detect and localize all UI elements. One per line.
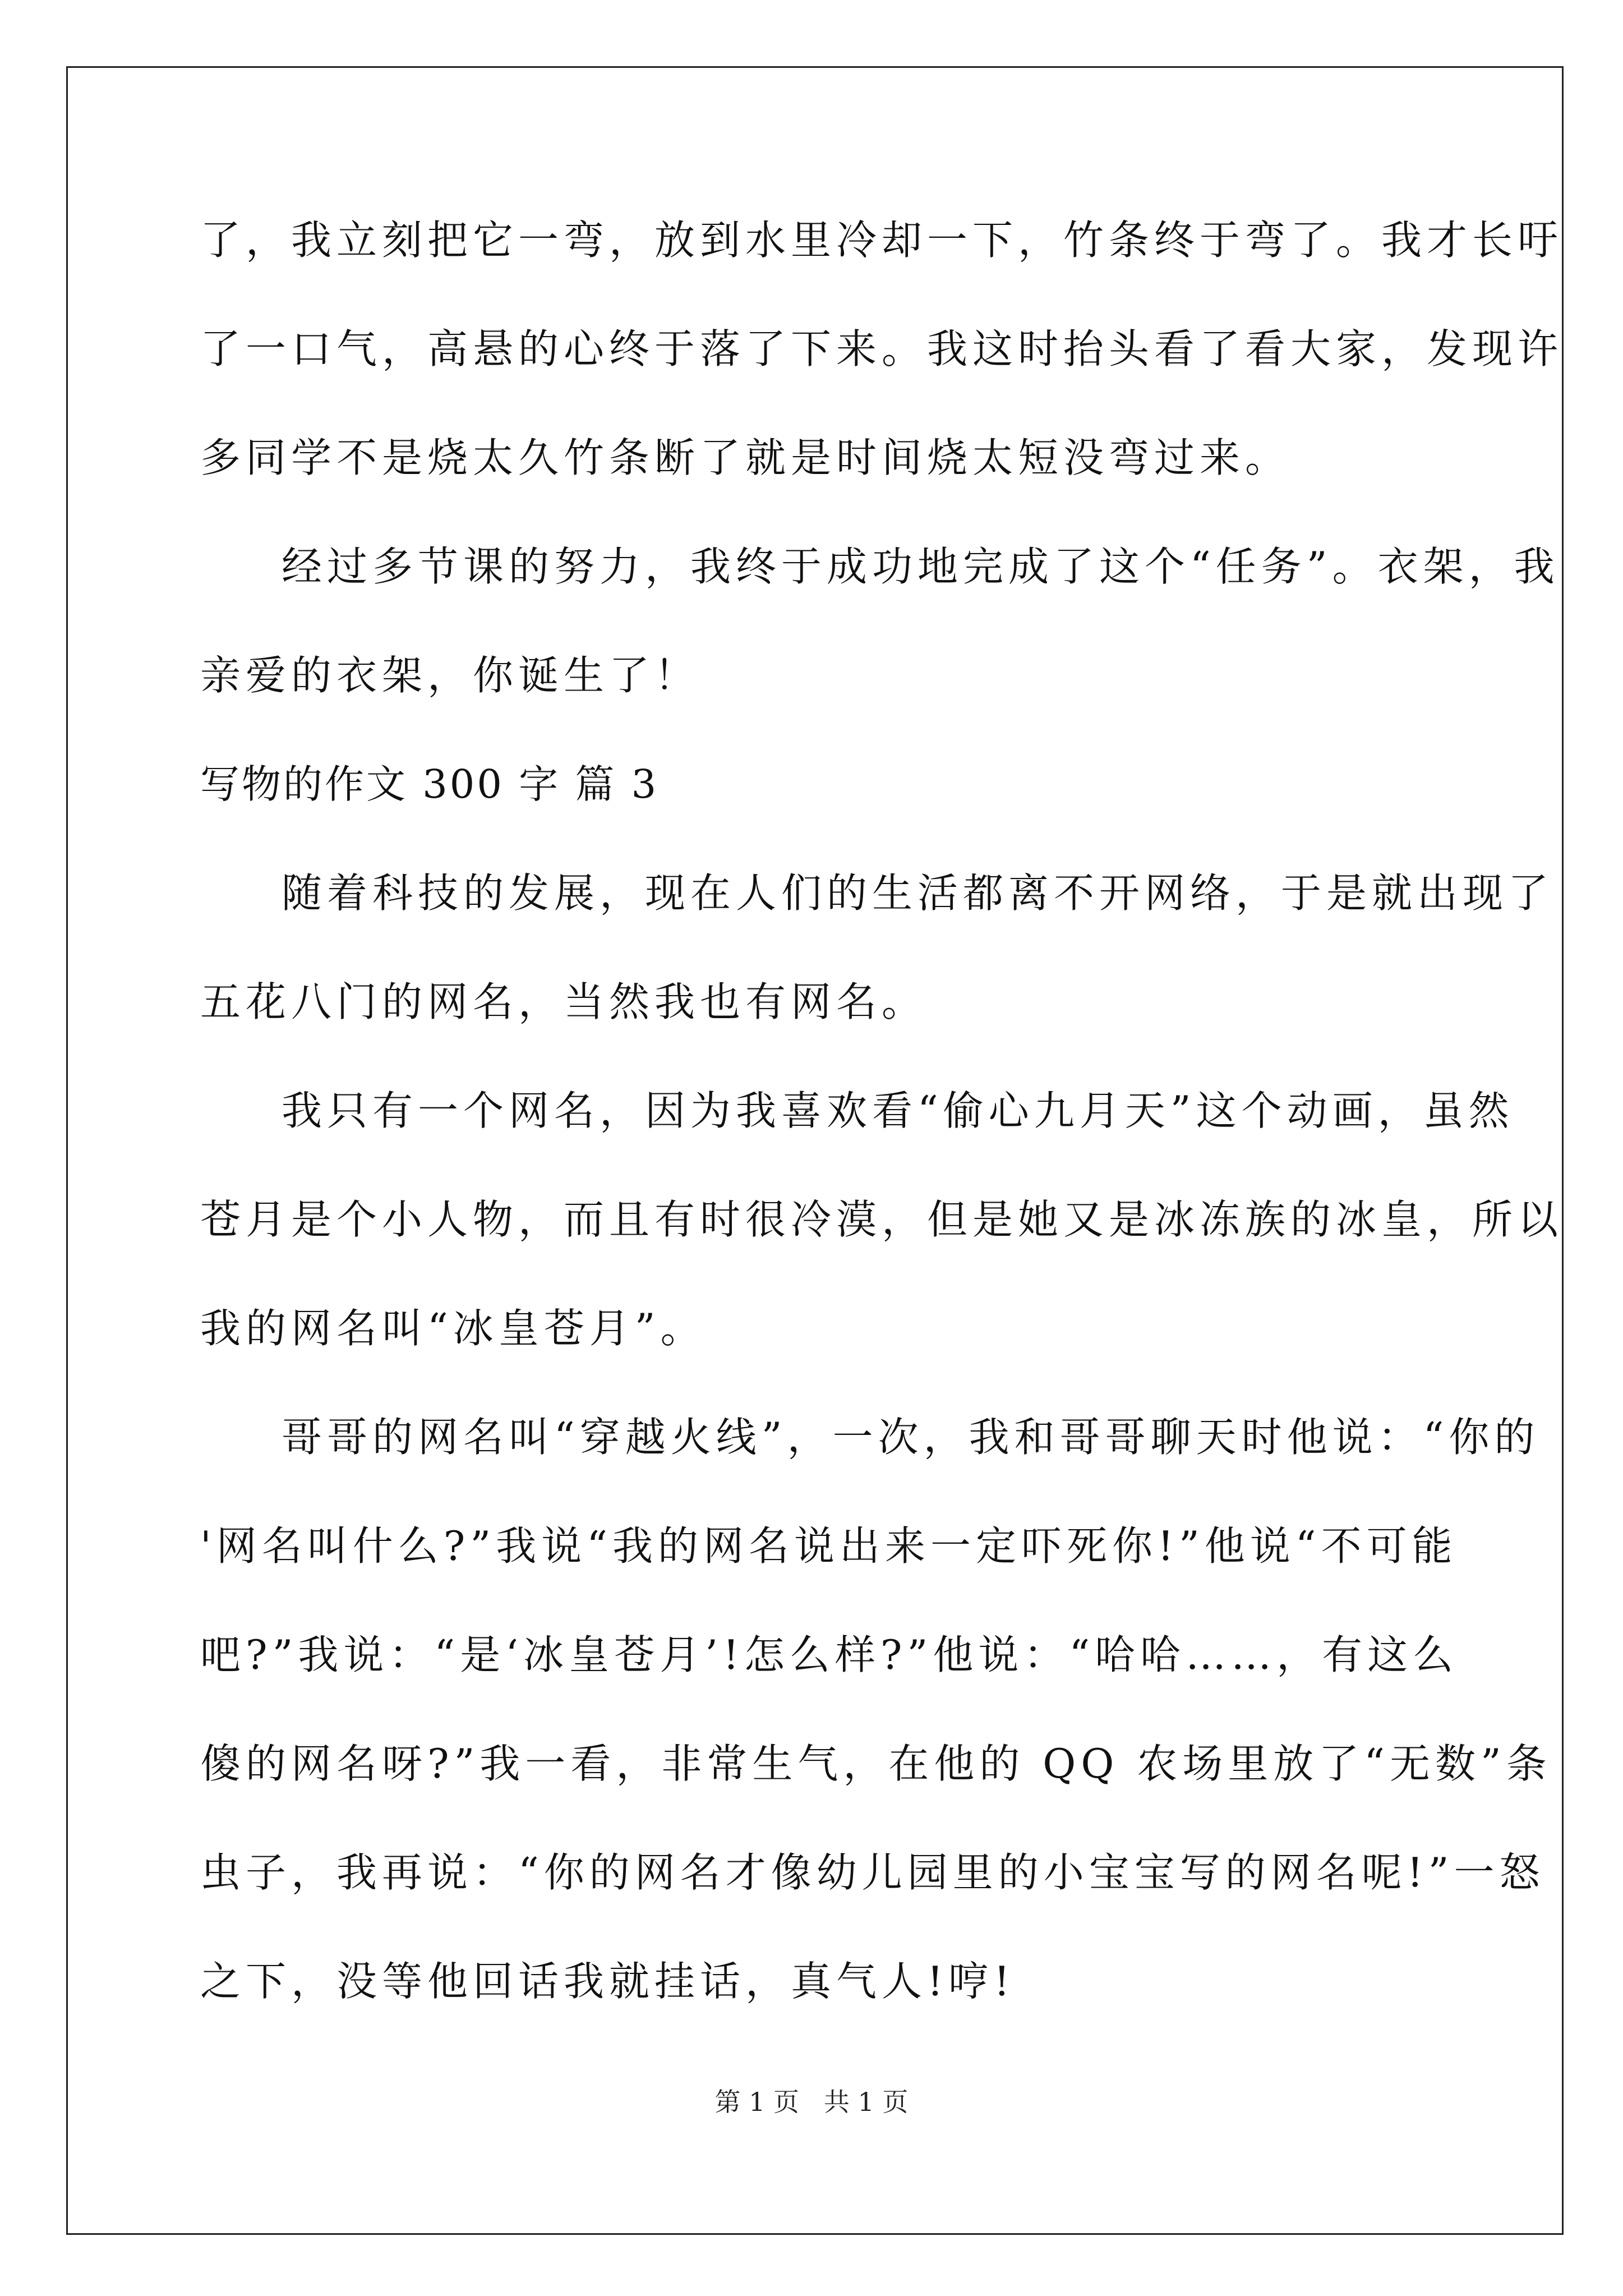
text-line: 之下，没等他回话我就挂话，真气人!哼! bbox=[200, 1958, 1015, 2005]
page-border bbox=[66, 66, 1564, 2235]
text-line: 亲爱的衣架，你诞生了！ bbox=[200, 652, 700, 699]
text-line: 多同学不是烧太久竹条断了就是时间烧太短没弯过来。 bbox=[200, 434, 1291, 481]
text-line: 苍月是个小人物，而且有时很冷漠，但是她又是冰冻族的冰皇，所以 bbox=[200, 1196, 1564, 1243]
text-line: 我的网名叫“冰皇苍月”。 bbox=[200, 1305, 706, 1352]
text-line: '网名叫什么?”我说“我的网名说出来一定吓死你!”他说“不可能 bbox=[200, 1522, 1458, 1570]
section-heading: 写物的作文 300 字 篇 3 bbox=[200, 761, 659, 807]
text-line: 了，我立刻把它一弯，放到水里冷却一下，竹条终于弯了。我才长吁 bbox=[200, 217, 1564, 264]
paragraph-start-line: 随着科技的发展，现在人们的生活都离不开网络，于是就出现了 bbox=[282, 869, 1554, 917]
paragraph-start-line: 经过多节课的努力，我终于成功地完成了这个“任务”。衣架，我 bbox=[282, 543, 1560, 590]
text-line: 五花八门的网名，当然我也有网名。 bbox=[200, 978, 928, 1025]
paragraph-start-line: 我只有一个网名，因为我喜欢看“偷心九月天”这个动画，虽然 bbox=[282, 1087, 1514, 1134]
text-line: 傻的网名呀?”我一看，非常生气，在他的 QQ 农场里放了“无数”条 bbox=[200, 1740, 1552, 1787]
page-number-footer: 第 1 页 共 1 页 bbox=[714, 2087, 909, 2117]
text-line: 了一口气，高悬的心终于落了下来。我这时抬头看了看大家，发现许 bbox=[200, 325, 1564, 372]
text-line: 吧?”我说：“是‘冰皇苍月’!怎么样?”他说：“哈哈……，有这么 bbox=[200, 1631, 1459, 1678]
paragraph-start-line: 哥哥的网名叫“穿越火线”，一次，我和哥哥聊天时他说：“你的 bbox=[282, 1414, 1540, 1461]
text-line: 虫子，我再说：“你的网名才像幼儿园里的小宝宝写的网名呢!”一怒 bbox=[200, 1849, 1545, 1896]
